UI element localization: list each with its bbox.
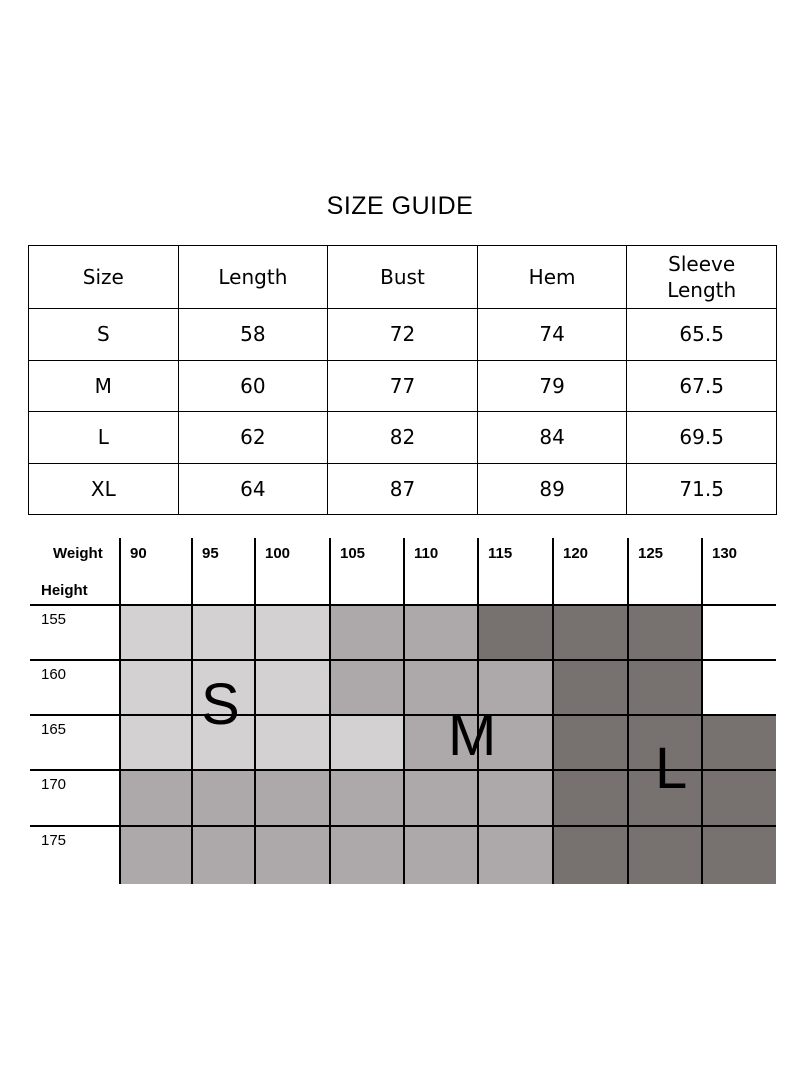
grid-divider xyxy=(30,659,776,661)
grid-cell-l xyxy=(628,604,702,659)
header-sleeve-length: Sleeve Length xyxy=(627,246,777,309)
grid-cell-s xyxy=(120,604,192,659)
grid-cell-m xyxy=(255,825,330,884)
grid-cell-l xyxy=(553,714,628,769)
height-tick-label: 165 xyxy=(41,721,67,738)
size-zone-label-l: L xyxy=(655,736,688,801)
grid-cell-s xyxy=(120,659,192,714)
grid-divider xyxy=(191,538,193,884)
grid-cell-s xyxy=(192,604,255,659)
grid-cell-m xyxy=(404,604,478,659)
cell-bust: 87 xyxy=(328,463,478,515)
header-size: Size xyxy=(29,246,179,309)
cell-size: L xyxy=(29,412,179,464)
grid-cell-l xyxy=(553,659,628,714)
grid-cell-s xyxy=(255,659,330,714)
grid-cell-m xyxy=(478,825,553,884)
grid-cell-l xyxy=(628,825,702,884)
grid-cell-l xyxy=(553,825,628,884)
weight-tick-label: 100 xyxy=(265,545,291,562)
cell-sleeve-length: 67.5 xyxy=(627,360,777,412)
grid-cell-m xyxy=(255,769,330,825)
height-tick-label: 160 xyxy=(41,666,67,683)
weight-axis-label: Weight xyxy=(53,545,103,562)
cell-hem: 89 xyxy=(477,463,627,515)
cell-bust: 82 xyxy=(328,412,478,464)
grid-divider xyxy=(701,538,703,884)
grid-cell-s xyxy=(330,714,404,769)
weight-tick-label: 105 xyxy=(340,545,366,562)
cell-bust: 77 xyxy=(328,360,478,412)
weight-tick-label: 130 xyxy=(712,545,738,562)
grid-cell-l xyxy=(628,659,702,714)
grid-cell-m xyxy=(120,769,192,825)
cell-length: 60 xyxy=(178,360,328,412)
grid-divider xyxy=(30,825,776,827)
grid-cell-l xyxy=(478,604,553,659)
grid-cell-m xyxy=(192,769,255,825)
height-axis-label: Height xyxy=(41,582,88,599)
grid-cell-m xyxy=(330,769,404,825)
grid-cell-m xyxy=(478,769,553,825)
grid-cell-s xyxy=(255,604,330,659)
grid-cell-l xyxy=(702,769,776,825)
grid-cell-m xyxy=(120,825,192,884)
cell-length: 62 xyxy=(178,412,328,464)
height-tick-label: 155 xyxy=(41,611,67,628)
grid-cell-l xyxy=(702,825,776,884)
cell-hem: 79 xyxy=(477,360,627,412)
header-bust: Bust xyxy=(328,246,478,309)
weight-tick-label: 125 xyxy=(638,545,664,562)
grid-cell-m xyxy=(330,659,404,714)
grid-cell-l xyxy=(553,769,628,825)
grid-cell-m xyxy=(192,825,255,884)
grid-cell-none xyxy=(702,604,776,659)
cell-hem: 84 xyxy=(477,412,627,464)
cell-size: XL xyxy=(29,463,179,515)
grid-cell-s xyxy=(120,714,192,769)
cell-size: M xyxy=(29,360,179,412)
grid-cell-m xyxy=(330,604,404,659)
grid-cell-l xyxy=(553,604,628,659)
grid-cell-m xyxy=(404,769,478,825)
grid-divider xyxy=(119,538,121,884)
grid-cell-l xyxy=(702,714,776,769)
grid-divider xyxy=(329,538,331,884)
header-hem: Hem xyxy=(477,246,627,309)
size-zone-label-m: M xyxy=(448,703,497,768)
cell-length: 64 xyxy=(178,463,328,515)
cell-sleeve-length: 65.5 xyxy=(627,309,777,361)
weight-tick-label: 95 xyxy=(202,545,219,562)
cell-size: S xyxy=(29,309,179,361)
grid-divider xyxy=(627,538,629,884)
grid-divider xyxy=(30,604,776,606)
grid-cell-m xyxy=(330,825,404,884)
cell-hem: 74 xyxy=(477,309,627,361)
grid-divider xyxy=(30,714,776,716)
grid-divider xyxy=(403,538,405,884)
header-length: Length xyxy=(178,246,328,309)
cell-bust: 72 xyxy=(328,309,478,361)
grid-divider xyxy=(552,538,554,884)
weight-tick-label: 115 xyxy=(488,545,513,562)
weight-tick-label: 110 xyxy=(414,545,439,562)
grid-divider xyxy=(254,538,256,884)
height-tick-label: 175 xyxy=(41,832,67,849)
weight-tick-label: 120 xyxy=(563,545,589,562)
cell-length: 58 xyxy=(178,309,328,361)
weight-tick-label: 90 xyxy=(130,545,147,562)
grid-cell-none xyxy=(702,659,776,714)
size-zone-label-s: S xyxy=(201,672,240,737)
cell-sleeve-length: 69.5 xyxy=(627,412,777,464)
grid-cell-s xyxy=(255,714,330,769)
height-tick-label: 170 xyxy=(41,776,67,793)
page-title: SIZE GUIDE xyxy=(326,192,474,220)
grid-cell-m xyxy=(404,825,478,884)
cell-sleeve-length: 71.5 xyxy=(627,463,777,515)
